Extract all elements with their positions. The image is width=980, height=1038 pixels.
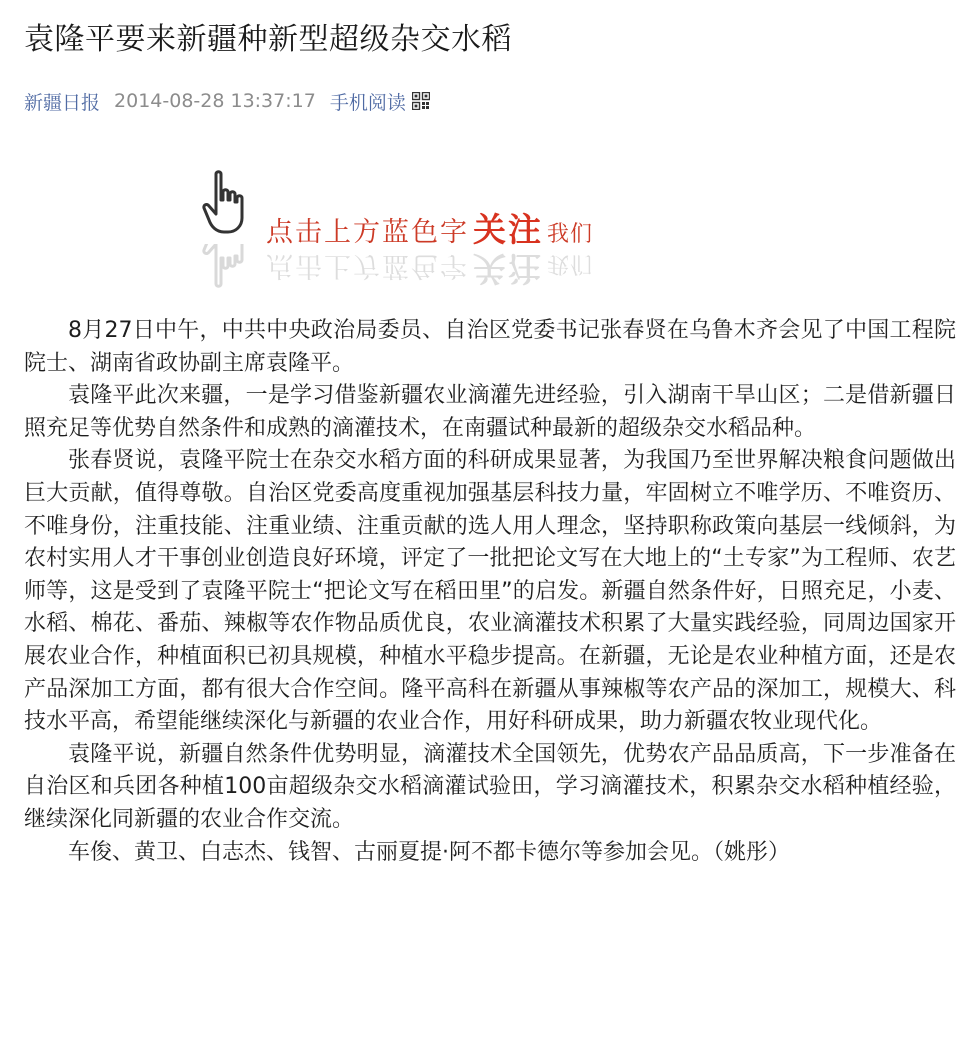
article-title: 袁隆平要来新疆种新型超级杂交水稻 bbox=[24, 22, 512, 57]
mobile-read-link[interactable]: 手机阅读 bbox=[329, 91, 406, 114]
article-paragraph: 袁隆平此次来疆，一是学习借鉴新疆农业滴灌先进经验，引入湖南干旱山区；二是借新疆日照充足等优势自然条件和成熟的滴灌技术，在南疆试种最新的超级杂交水稻品种。 bbox=[24, 383, 956, 441]
banner-follow-text: 关注 bbox=[473, 210, 543, 249]
follow-banner-text bbox=[266, 204, 594, 249]
article-meta bbox=[24, 86, 430, 116]
banner-tail-text: 我们 bbox=[547, 222, 594, 247]
qr-code-icon[interactable] bbox=[412, 92, 430, 110]
reflection-tail-text: 我们 bbox=[547, 251, 594, 276]
pointing-hand-icon bbox=[200, 170, 252, 240]
article-body bbox=[24, 315, 956, 869]
pointing-hand-reflection-icon bbox=[200, 244, 252, 288]
reflection-follow-text: 关注 bbox=[473, 249, 543, 288]
publish-datetime: 2014-08-28 13:37:17 bbox=[114, 90, 316, 112]
follow-banner bbox=[200, 170, 660, 290]
article-paragraph: 8月27日中午，中共中央政治局委员、自治区党委书记张春贤在乌鲁木齐会见了中国工程院院士、湖南省政协副主席袁隆平。 bbox=[24, 318, 956, 376]
banner-reflection bbox=[200, 244, 660, 288]
article-paragraph: 车俊、黄卫、白志杰、钱智、古丽夏提·阿不都卡德尔等参加会见。（姚彤） bbox=[68, 839, 790, 865]
article-paragraph: 张春贤说，袁隆平院士在杂交水稻方面的科研成果显著，为我国乃至世界解决粮食问题做出巨大贡献，值得尊敬。自治区党委高度重视加强基层科技力量，牢固树立不唯学历、不唯资历、不唯身份，注重技能、注重业绩、注重贡献的选人用人理念，坚持职称政策向基层一线倾斜，为农村实用人才干事创业创造良好环境，评定了一批把论文写在大地上的“土专家”为工程师、农艺师等，这是受到了袁隆平院士“把论文写在稻田里”的启发。新疆自然条件好，日照充足，小麦、水稻、棉花、番茄、辣椒等农作物品质优良，农业滴灌技术积累了大量实践经验，同周边国家开展农业合作，种植面积已初具规模，种植水平稳步提高。在新疆，无论是农业种植方面，还是农产品深加工方面，都有很大合作空间。隆平高科在新疆从事辣椒等农产品的深加工，规模大、科技水平高，希望能继续深化与新疆的农业合作，用好科研成果，助力新疆农牧业现代化。 bbox=[24, 448, 956, 735]
banner-lead-text: 点击上方蓝色字 bbox=[266, 217, 469, 248]
article-paragraph: 袁隆平说，新疆自然条件优势明显，滴灌技术全国领先，优势农产品品质高，下一步准备在自治区和兵团各种植100亩超级杂交水稻滴灌试验田，学习滴灌技术，积累杂交水稻种植经验，继续深化同新疆的农业合作交流。 bbox=[24, 741, 956, 832]
source-link[interactable]: 新疆日报 bbox=[24, 91, 101, 114]
reflection-lead-text: 点击上方蓝色字 bbox=[266, 250, 469, 281]
banner-reflection-text bbox=[266, 247, 593, 288]
